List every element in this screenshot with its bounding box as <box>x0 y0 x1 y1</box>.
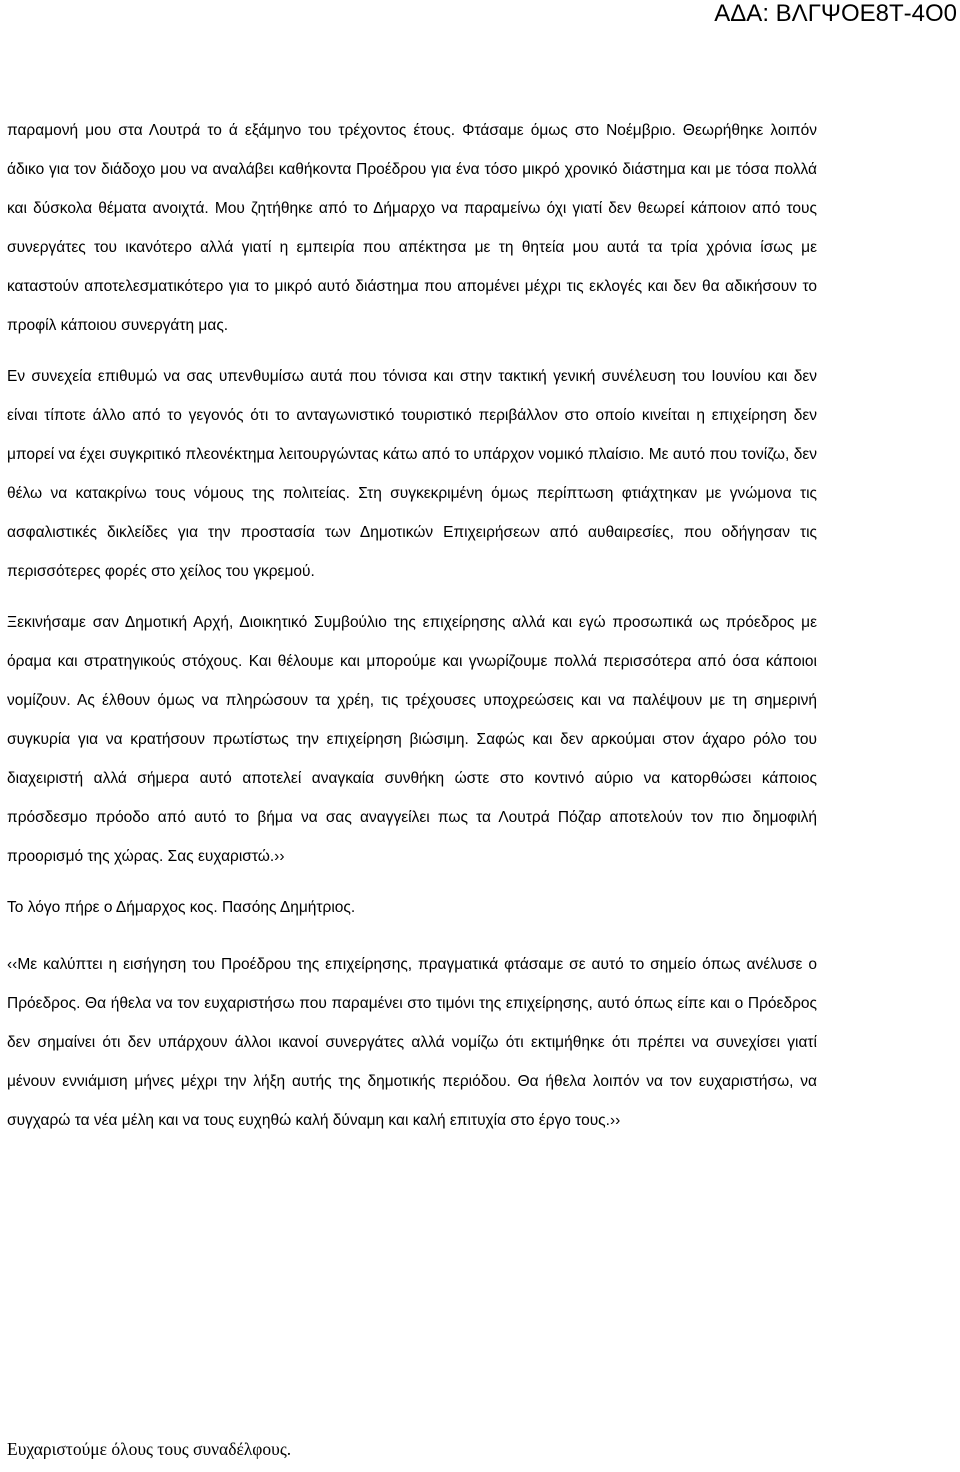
paragraph-presidency-extension: παραμονή μου στα Λουτρά το ά εξάμηνο του τρέχοντος έτους. Φτάσαμε όμως στο Νοέμβριο. Θεωρήθηκε λοιπόν άδικο για τον διάδοχο μου να αναλάβει καθήκοντα Προέδρου για ένα τόσο μικρό χρονικό διάστημα και με τόσα πολλά και δύσκολα θέματα ανοιχτά. Μου ζητήθηκε από το Δήμαρχο να παραμείνω όχι γιατί δεν θεωρεί κάποιον από τους συνεργάτες του ικανότερο αλλά γιατί η εμπειρία που απέκτησα με τη θητεία μου αυτά τα τρία χρόνια ίσως με καταστούν αποτελεσματικότερο για το μικρό αυτό διάστημα που απομένει μέχρι τις εκλογές και δεν θα αδικήσουν το προφίλ κάποιου συνεργάτη μας. <box>7 122 817 334</box>
closing-line: Ευχαριστούμε όλους τους συναδέλφους. <box>7 1439 292 1459</box>
paragraph-mayor-speech: ‹‹Με καλύπτει η εισήγηση του Προέδρου της επιχείρησης, πραγματικά φτάσαμε σε αυτό το σημείο όπως ανέλυσε ο Πρόεδρος. Θα ήθελα να τον ευχαριστήσω που παραμένει στο τιμόνι της επιχείρησης, αυτό όπως είπε και ο Πρόεδρος δεν σημαίνει ότι δεν υπάρχουν άλλοι ικανοί συνεργάτες αλλά νομίζω ότι εκτιμήθηκε ότι πρέπει να συνεχίσει γιατί μένουν εννιάμιση μήνες μέχρι την λήξη αυτής της δημοτικής περιόδου. Θα ήθελα λοιπόν να τον ευχαριστήσω, να συγχαρώ τα νέα μέλη και να τους ευχηθώ καλή δύναμη και καλή επιτυχία στο έργο τους.›› <box>7 956 817 1129</box>
paragraph-legal-framework: Εν συνεχεία επιθυμώ να σας υπενθυμίσω αυτά που τόνισα και στην τακτική γενική συνέλευση του Ιουνίου και δεν είναι τίποτε άλλο από το γεγονός ότι το ανταγωνιστικό τουριστικό περιβάλλον στο οποίο κινείται η επιχείρηση δεν μπορεί να έχει συγκριτικό πλεονέκτημα λειτουργώντας κάτω από το υπάρχον νομικό πλαίσιο. Με αυτό που τονίζω, δεν θέλω να κατακρίνω τους νόμους της πολιτείας. Στη συγκεκριμένη όμως περίπτωση φτιάχτηκαν με γνώμονα τις ασφαλιστικές δικλείδες για την προστασία των Δημοτικών Επιχειρήσεων από αυθαιρεσίες, που οδήγησαν τις περισσότερες φορές στο χείλος του γκρεμού. <box>7 368 817 580</box>
document-body <box>7 111 817 1152</box>
document-code: ΑΔΑ: ΒΛΓΨΟΕ8Τ-4Ο0 <box>714 0 957 27</box>
paragraph-mayor-speaks: Το λόγο πήρε ο Δήμαρχος κος. Πασόης Δημήτριος. <box>7 899 356 916</box>
paragraph-vision-goals: Ξεκινήσαμε σαν Δημοτική Αρχή, Διοικητικό Συμβούλιο της επιχείρησης αλλά και εγώ προσωπικά ως πρόεδρος με όραμα και στρατηγικούς στόχους. Και θέλουμε και μπορούμε και γνωρίζουμε πολλά περισσότερα από όσα κάποιοι νομίζουν. Ας έλθουν όμως να πληρώσουν τα χρέη, τις τρέχουσες υποχρεώσεις και να παλέψουν με τη σημερινή συγκυρία για να κρατήσουν πρωτίστως την επιχείρηση βιώσιμη. Σαφώς και δεν αρκούμαι στον άχαρο ρόλο του διαχειριστή αλλά σήμερα αυτό αποτελεί αναγκαία συνθήκη ώστε στο κοντινό αύριο να κατορθώσει κάποιος πρόσδεσμο πρόοδο από αυτό το βήμα να σας αναγγείλει πως τα Λουτρά Πόζαρ αποτελούν τον πιο δημοφιλή προορισμό της χώρας. Σας ευχαριστώ.›› <box>7 614 817 865</box>
